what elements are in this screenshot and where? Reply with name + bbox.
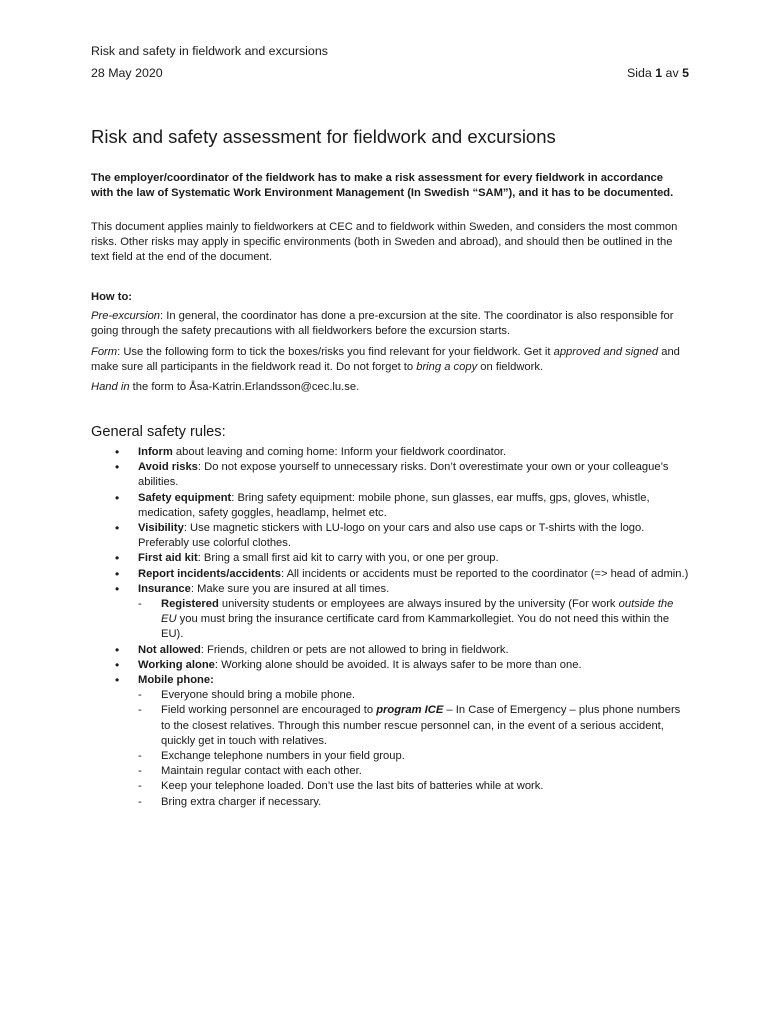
rule-text: : Friends, children or pets are not allowed to bring in fieldwork. [200,643,509,656]
general-rules-list [91,445,691,810]
rule-text: : Do not expose yourself to unnecessary risks. Don’t overestimate your own or your colleague’s abilities. [138,461,669,489]
rule-text: Field working personnel are encouraged to [161,704,377,717]
list-item [91,582,691,643]
form-text: and make sure all participants in the fieldwork read it. Do not forget to [91,346,680,374]
list-item [138,597,691,643]
hand-in-label: Hand in [91,381,130,393]
mobile-phone-sublist [138,688,691,810]
hand-in-text: the form to Åsa-Katrin.Erlandsson@cec.lu.se. [129,381,360,393]
rule-text: : All incidents or accidents must be reported to the coordinator (=> head of admin.) [281,567,689,580]
pre-excursion-label: Pre-excursion [91,310,161,322]
list-item [91,521,691,551]
list-item [91,673,691,810]
header-date: 28 May 2020 [91,66,163,80]
rule-keyword: Visibility [138,522,184,535]
list-item [91,445,691,460]
rule-text: : Make sure you are insured at all times. [190,582,390,595]
header-document-title: Risk and safety in fieldwork and excursions [91,44,328,58]
rule-emphasis: program ICE [376,704,444,717]
page-total: 5 [682,66,689,80]
list-item [138,703,691,749]
list-item [91,643,691,658]
list-item: - Exchange telephone numbers in your field group. [138,749,691,764]
form-emphasis: approved and signed [553,346,659,358]
page-separator: av [662,66,683,80]
pre-excursion-text: : In general, the coordinator has done a pre-excursion at the site. The coordinator is also responsible for going through the safety precautions with all fieldworkers before the excursion starts. [91,310,674,338]
rule-text: about leaving and coming home: Inform your fieldwork coordinator. [172,446,507,458]
rule-keyword: Safety equipment [138,491,232,504]
rule-keyword: Not allowed [138,643,201,656]
intro-bold-paragraph: The employer/coordinator of the fieldwork has to make a risk assessment for every fieldwork in accordance with the law of Systematic Work Environment Management (In Swedish “SAM”), and it has to be documented. [91,172,674,200]
rule-text: : Bring a small first aid kit to carry with you, or one per group. [197,552,499,565]
list-item [91,658,691,673]
howto-form [91,345,683,375]
list-item: - Keep your telephone loaded. Don’t use the last bits of batteries while at work. [138,779,691,794]
rule-keyword: Report incidents/accidents [138,567,281,580]
intro-paragraph: This document applies mainly to fieldworkers at CEC and to fieldwork within Sweden, and considers the most common risks. Other risks may apply in specific environments (both in Sweden and abroad), and should then be outlined in the text field at the end of the document. [91,221,678,264]
rule-keyword: Registered [161,598,219,611]
form-text: : Use the following form to tick the boxes/risks you find relevant for your fieldwork. Get it [117,346,554,358]
form-label: Form [91,346,118,358]
rule-keyword: Avoid risks [138,461,198,474]
document-title: Risk and safety assessment for fieldwork and excursions [91,126,556,147]
rule-text: university students or employees are always insured by the university (For work [218,598,619,611]
insurance-sublist [138,597,691,643]
form-emphasis: bring a copy [416,361,478,374]
list-item [91,491,691,521]
rule-keyword: First aid kit [138,552,198,565]
page-current: 1 [655,66,663,80]
header-page-number [627,66,689,81]
rule-text: – In Case of Emergency – plus phone numbers to the closest relatives. Through this number rescue personnel can, in the event of a serious accident, quickly get in touch with relatives. [161,704,681,747]
list-item: - Maintain regular contact with each other. [138,764,691,779]
howto-heading: How to: [91,291,133,303]
rule-text: : Bring safety equipment: mobile phone, sun glasses, ear muffs, gps, gloves, whistle, medication, safety goggles, headlamp, helmet etc. [138,491,650,519]
howto-pre-excursion [91,309,683,339]
general-rules-heading: General safety rules: [91,424,226,440]
form-text: on fieldwork. [477,361,544,374]
list-item: - Everyone should bring a mobile phone. [138,688,691,703]
list-item [91,551,691,566]
rule-text: : Use magnetic stickers with LU-logo on your cars and also use caps or T-shirts with the logo. Preferably use colorful clothes. [138,522,645,550]
page-prefix: Sida [626,66,656,80]
howto-hand-in [91,380,683,395]
rule-text: you must bring the insurance certificate card from Kammarkollegiet. You do not need this within the EU). [161,613,670,641]
list-item: - Bring extra charger if necessary. [138,795,691,810]
rule-keyword: Working alone [138,658,215,671]
rule-keyword: Mobile phone: [138,674,214,687]
rule-emphasis: outside the EU [161,598,674,626]
rule-keyword: Inform [138,446,173,458]
rule-keyword: Insurance [138,582,191,595]
list-item [91,567,691,582]
rule-text: : Working alone should be avoided. It is always safer to be more than one. [214,658,582,671]
list-item [91,460,691,490]
